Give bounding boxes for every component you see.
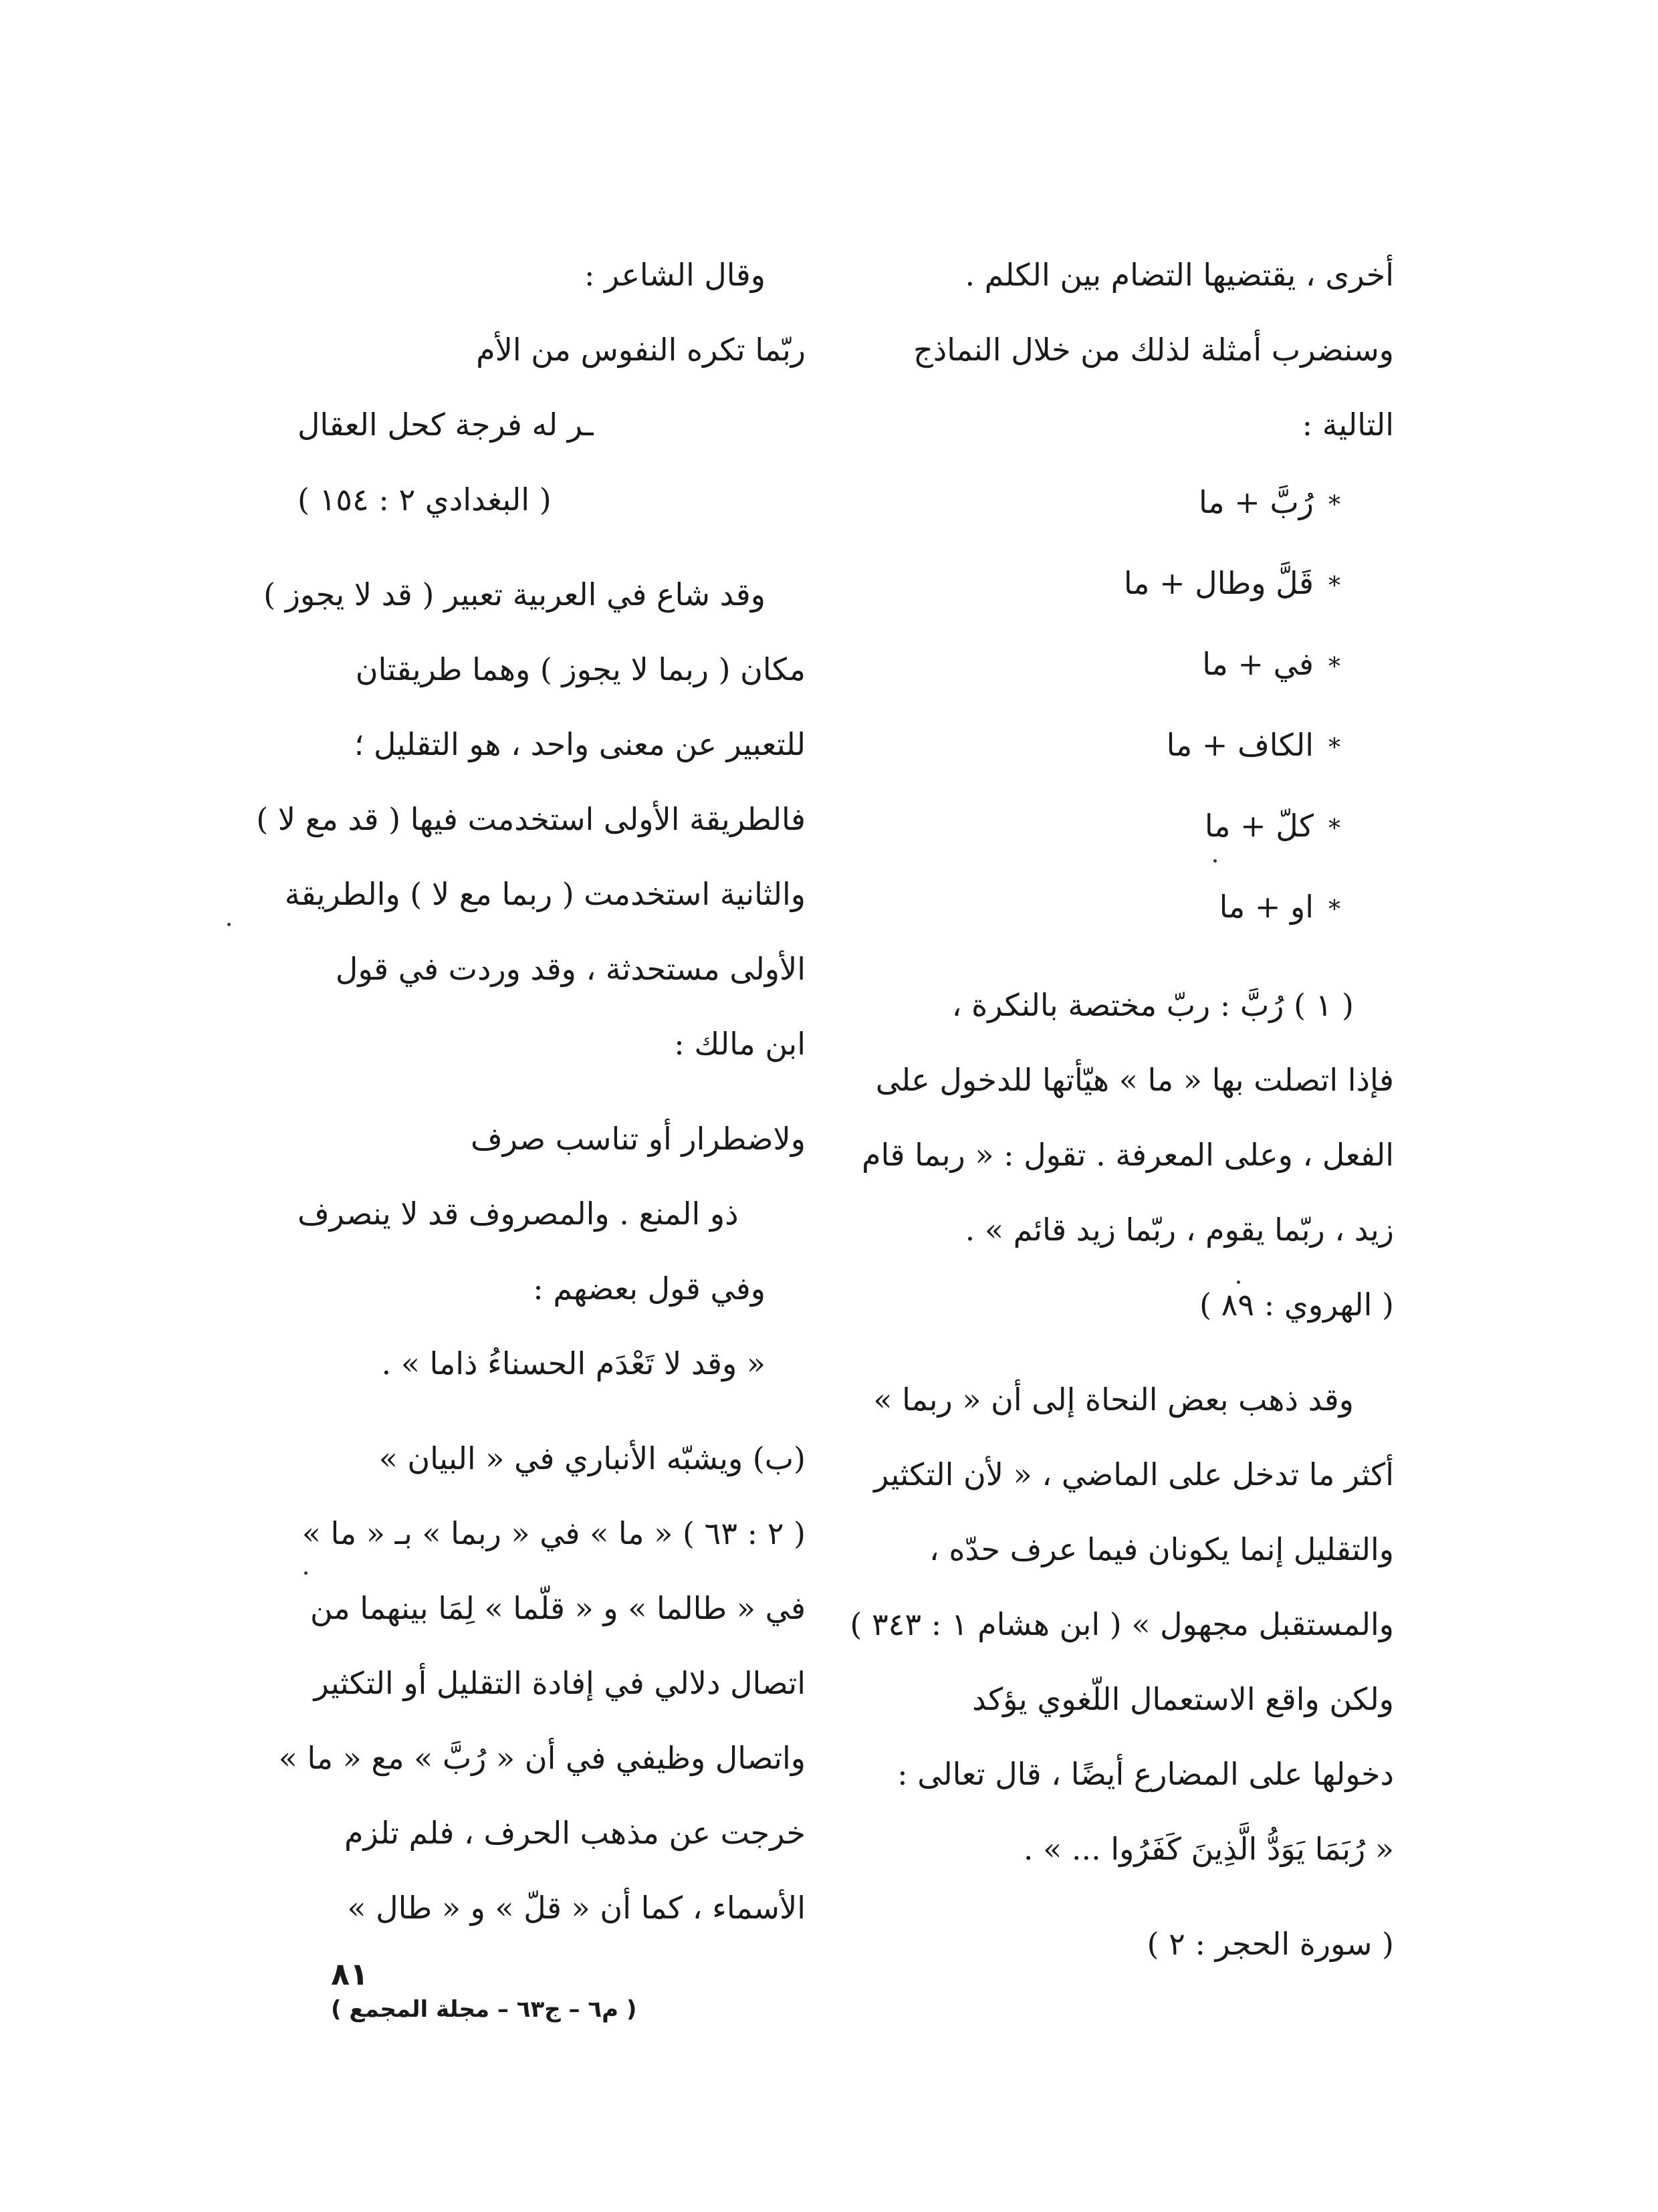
text-line: ابن مالك :: [674, 1026, 806, 1062]
verse-line: ربّما تكره النفوس من الأم: [476, 332, 806, 368]
list-item: [859, 543, 1340, 624]
asterisk-icon: *: [1328, 491, 1340, 519]
right-column: [850, 237, 1394, 1981]
bullet-text: قَلَّ وطال + ما: [1123, 565, 1314, 601]
list-item: [859, 786, 1340, 867]
text-line: الأسماء ، كما أن « قلّ » و « طال »: [347, 1890, 806, 1926]
scan-speck: [304, 1571, 308, 1575]
bullet-text: رُبَّ + ما: [1199, 484, 1314, 520]
text-line: الفعل ، وعلى المعرفة . تقول : « ربما قام: [861, 1137, 1394, 1173]
asterisk-icon: *: [1328, 653, 1340, 681]
left-column: [256, 237, 806, 1945]
asterisk-icon: *: [1328, 896, 1340, 923]
text-line: وقد شاع في العربية تعبير ( قد لا يجوز ): [263, 576, 765, 613]
text-line: التالية :: [1302, 407, 1394, 443]
text-line: والمستقبل مجهول » ( ابن هشام ١ : ٣٤٣ ): [850, 1606, 1394, 1642]
list-item: [859, 705, 1340, 786]
text-line: ( ١ ) رُبَّ : ربّ مختصة بالنكرة ،: [951, 987, 1354, 1023]
text-line: للتعبير عن معنى واحد ، هو التقليل ؛: [354, 726, 806, 762]
text-line: في « طالما » و « قلّما » لِمَا بينهما من: [310, 1590, 806, 1626]
text-line: زيد ، ربّما يقوم ، ربّما زيد قائم » .: [965, 1212, 1394, 1248]
scan-speck: [1213, 859, 1217, 863]
bullet-text: في + ما: [1202, 646, 1314, 682]
text-line: (ب) ويشبّه الأنباري في « البيان »: [378, 1440, 806, 1476]
bullet-text: كلّ + ما: [1204, 808, 1314, 844]
quran-quote: « رُبَمَا يَوَدُّ الَّذِينَ كَفَرُوا ... » .: [1023, 1831, 1394, 1867]
text-line: واتصال وظيفي في أن « رُبَّ » مع « ما »: [278, 1740, 806, 1776]
text-line: دخولها على المضارع أيضًا ، قال تعالى :: [897, 1756, 1394, 1792]
asterisk-icon: *: [1328, 734, 1340, 762]
text-line: وفي قول بعضهم :: [533, 1270, 765, 1307]
list-item: [859, 624, 1340, 705]
text-line: أخرى ، يقتضيها التضام بين الكلم .: [965, 257, 1394, 293]
text-line: وسنضرب أمثلة لذلك من خلال النماذج: [913, 332, 1394, 368]
journal-reference: ( م٦ – ج٦٣ – مجلة المجمع ): [331, 1996, 637, 2023]
text-line: والتقليل إنما يكونان فيما عرف حدّه ،: [929, 1531, 1394, 1567]
text-line: ولكن واقع الاستعمال اللّغوي يؤكد: [972, 1681, 1394, 1717]
text-line: وقد ذهب بعض النحاة إلى أن « ربما »: [873, 1381, 1354, 1418]
text-line: فإذا اتصلت بها « ما » هيّأتها للدخول على: [875, 1062, 1394, 1098]
text-line: ( ٢ : ٦٣ ) « ما » في « ربما » بـ « ما »: [302, 1515, 806, 1551]
page-number: ٨١: [331, 1956, 369, 1992]
scan-speck: [1237, 1281, 1240, 1284]
citation: ( سورة الحجر : ٢ ): [1147, 1926, 1394, 1962]
bullet-text: الكاف + ما: [1166, 727, 1314, 763]
scan-speck: [227, 923, 231, 926]
citation: ( الهروي : ٨٩ ): [1199, 1287, 1394, 1323]
verse-line: ـر له فرجة كحل العقال: [298, 407, 594, 443]
list-item: [859, 462, 1340, 543]
text-line: أكثر ما تدخل على الماضي ، « لأن التكثير: [874, 1456, 1394, 1492]
asterisk-icon: *: [1328, 815, 1340, 843]
asterisk-icon: *: [1328, 572, 1340, 600]
quote-line: « وقد لا تَعْدَم الحسناءُ ذاما » .: [381, 1345, 765, 1381]
verse-line: ولاضطرار أو تناسب صرف: [470, 1121, 806, 1157]
text-line: والثانية استخدمت ( ربما مع لا ) والطريقة: [284, 876, 806, 912]
text-line: مكان ( ربما لا يجوز ) وهما طريقتان: [355, 651, 806, 687]
text-line: وقال الشاعر :: [584, 257, 765, 293]
bullet-text: او + ما: [1219, 889, 1314, 925]
verse-line: ذو المنع . والمصروف قد لا ينصرف: [298, 1196, 739, 1232]
bullet-list: [859, 462, 1394, 948]
list-item: [859, 867, 1340, 948]
citation: ( البغدادي ٢ : ١٥٤ ): [298, 481, 552, 518]
text-line: خرجت عن مذهب الحرف ، فلم تلزم: [344, 1815, 806, 1851]
text-line: فالطريقة الأولى استخدمت فيها ( قد مع لا ): [256, 801, 806, 837]
text-line: الأولى مستحدثة ، وقد وردت في قول: [335, 951, 806, 987]
text-line: اتصال دلالي في إفادة التقليل أو التكثير: [314, 1665, 806, 1701]
